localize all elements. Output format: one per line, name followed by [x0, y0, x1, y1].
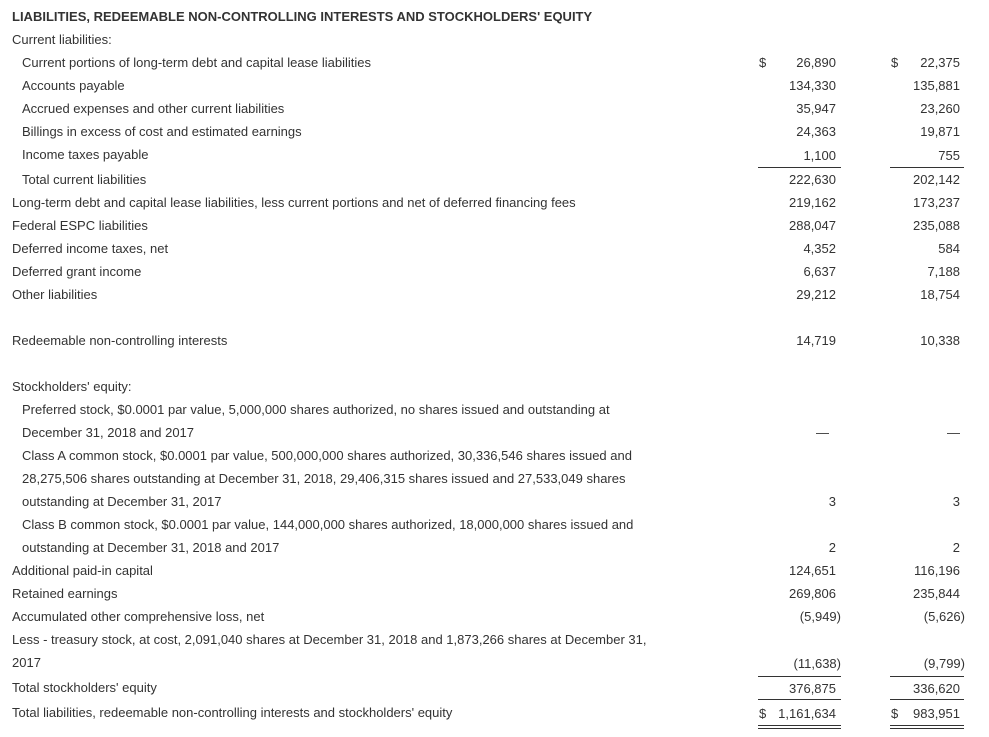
value-2018-billings-excess: 24,363	[796, 124, 836, 139]
equity-subtotal-rule-2018	[758, 676, 841, 677]
value-2018-long-term-debt: 219,162	[789, 195, 836, 210]
row-label-federal-espc: Federal ESPC liabilities	[12, 218, 148, 233]
value-2017-federal-espc: 235,088	[913, 218, 960, 233]
row-label-redeemable-nci: Redeemable non-controlling interests	[12, 333, 228, 348]
current-liabilities-heading: Current liabilities:	[12, 32, 112, 47]
row-label-aoci: Accumulated other comprehensive loss, net	[12, 609, 265, 624]
row-label-class-a-line1: Class A common stock, $0.0001 par value, 500,000,000 shares authorized, 30,336,546 shares issued and	[22, 448, 632, 463]
row-label-total-current-liabilities: Total current liabilities	[22, 172, 147, 187]
row-label-preferred-stock-line1: Preferred stock, $0.0001 par value, 5,000,000 shares authorized, no shares issued and outstanding at	[22, 402, 610, 417]
equity-subtotal-rule-2017	[890, 676, 964, 677]
value-2017-long-term-debt: 173,237	[913, 195, 960, 210]
value-2018-accrued-expenses: 35,947	[796, 101, 836, 116]
double-rule-upper-2018	[758, 725, 841, 726]
currency-symbol-2017: $	[891, 55, 899, 70]
row-label-total-liabilities-equity: Total liabilities, redeemable non-controlling interests and stockholders' equity	[12, 705, 453, 720]
subtotal-rule-2018	[758, 167, 841, 168]
value-2017-preferred-stock: —	[947, 425, 960, 440]
row-label-deferred-income-taxes: Deferred income taxes, net	[12, 241, 169, 256]
value-2018-treasury-stock: (11,638)	[793, 656, 841, 671]
value-2017-total-equity: 336,620	[913, 681, 960, 696]
value-2018-retained-earnings: 269,806	[789, 586, 836, 601]
value-2017-class-b: 2	[952, 540, 960, 555]
value-2017-other-liabilities: 18,754	[920, 287, 960, 302]
value-2018-deferred-grant-income: 6,637	[803, 264, 836, 279]
value-2018-preferred-stock: —	[816, 425, 829, 440]
value-2018-deferred-income-taxes: 4,352	[803, 241, 836, 256]
value-2017-deferred-income-taxes: 584	[938, 241, 960, 256]
row-label-class-a-line3: outstanding at December 31, 2017	[22, 494, 222, 509]
row-label-accounts-payable: Accounts payable	[22, 78, 125, 93]
row-label-class-b-line2: outstanding at December 31, 2018 and 2017	[22, 540, 280, 555]
value-2017-accrued-expenses: 23,260	[920, 101, 960, 116]
value-2017-class-a: 3	[952, 494, 960, 509]
value-2017-aoci: (5,626)	[923, 609, 965, 624]
currency-symbol-2018: $	[759, 55, 767, 70]
value-2018-other-liabilities: 29,212	[796, 287, 836, 302]
value-2018-federal-espc: 288,047	[789, 218, 836, 233]
value-2017-current-portions-debt: 22,375	[920, 55, 960, 70]
value-2018-class-b: 2	[828, 540, 836, 555]
row-label-apic: Additional paid-in capital	[12, 563, 153, 578]
row-label-treasury-stock-line2: 2017	[12, 655, 41, 670]
row-label-total-equity: Total stockholders' equity	[12, 680, 157, 695]
double-rule-lower-2017	[890, 728, 964, 729]
currency-symbol-total-2018: $	[759, 706, 767, 721]
row-label-accrued-expenses: Accrued expenses and other current liabilities	[22, 101, 285, 116]
value-2017-accounts-payable: 135,881	[913, 78, 960, 93]
value-2018-income-taxes-payable: 1,100	[803, 148, 836, 163]
row-label-income-taxes-payable: Income taxes payable	[22, 147, 149, 162]
total-top-rule-2018	[758, 699, 841, 700]
row-label-current-portions-debt: Current portions of long-term debt and capital lease liabilities	[22, 55, 372, 70]
value-2017-treasury-stock: (9,799)	[923, 656, 965, 671]
value-2018-redeemable-nci: 14,719	[796, 333, 836, 348]
row-label-treasury-stock-line1: Less - treasury stock, at cost, 2,091,040 shares at December 31, 2018 and 1,873,266 shares at December 31,	[12, 632, 647, 647]
value-2017-retained-earnings: 235,844	[913, 586, 960, 601]
double-rule-upper-2017	[890, 725, 964, 726]
value-2018-total-liabilities-equity: 1,161,634	[778, 706, 836, 721]
value-2018-total-current-liabilities: 222,630	[789, 172, 836, 187]
value-2018-aoci: (5,949)	[799, 609, 841, 624]
row-label-deferred-grant-income: Deferred grant income	[12, 264, 142, 279]
value-2017-billings-excess: 19,871	[920, 124, 960, 139]
value-2018-class-a: 3	[828, 494, 836, 509]
subtotal-rule-2017	[890, 167, 964, 168]
stockholders-equity-heading: Stockholders' equity:	[12, 379, 132, 394]
total-top-rule-2017	[890, 699, 964, 700]
double-rule-lower-2018	[758, 728, 841, 729]
value-2017-apic: 116,196	[913, 563, 960, 578]
value-2018-accounts-payable: 134,330	[789, 78, 836, 93]
row-label-class-a-line2: 28,275,506 shares outstanding at December 31, 2018, 29,406,315 shares issued and 27,533,049 shares	[22, 471, 626, 486]
currency-symbol-total-2017: $	[891, 706, 899, 721]
row-label-class-b-line1: Class B common stock, $0.0001 par value, 144,000,000 shares authorized, 18,000,000 shares issued and	[22, 517, 634, 532]
value-2017-income-taxes-payable: 755	[938, 148, 960, 163]
value-2018-current-portions-debt: 26,890	[796, 55, 836, 70]
value-2018-total-equity: 376,875	[789, 681, 836, 696]
value-2017-deferred-grant-income: 7,188	[927, 264, 960, 279]
row-label-long-term-debt: Long-term debt and capital lease liabilities, less current portions and net of deferred financing fees	[12, 195, 576, 210]
row-label-billings-excess: Billings in excess of cost and estimated earnings	[22, 124, 302, 139]
row-label-preferred-stock-line2: December 31, 2018 and 2017	[22, 425, 195, 440]
value-2017-redeemable-nci: 10,338	[920, 333, 960, 348]
value-2018-apic: 124,651	[789, 563, 836, 578]
value-2017-total-current-liabilities: 202,142	[913, 172, 960, 187]
row-label-other-liabilities: Other liabilities	[12, 287, 98, 302]
value-2017-total-liabilities-equity: 983,951	[913, 706, 960, 721]
section-title: LIABILITIES, REDEEMABLE NON-CONTROLLING INTERESTS AND STOCKHOLDERS' EQUITY	[12, 9, 593, 24]
row-label-retained-earnings: Retained earnings	[12, 586, 118, 601]
